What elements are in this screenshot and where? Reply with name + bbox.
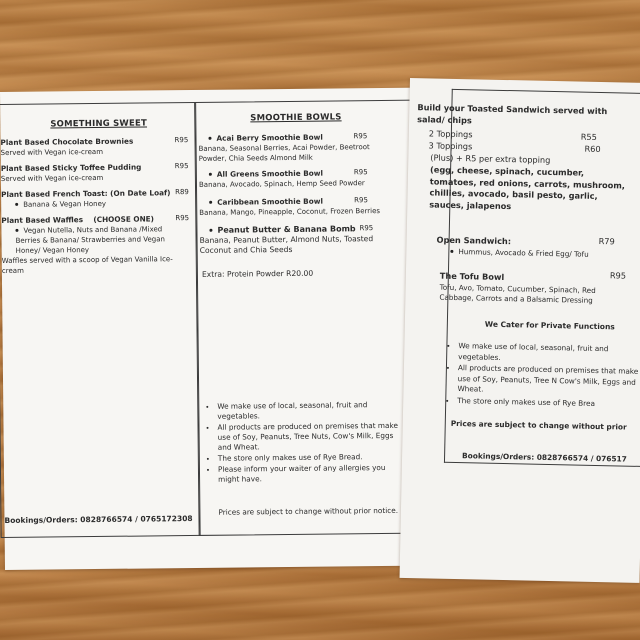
item-name: Plant Based Sticky Toffee Pudding xyxy=(0,162,142,173)
note-item: • Please inform your waiter of any allergies you might have. xyxy=(218,463,404,485)
item-price: R89 xyxy=(175,188,189,197)
topping-list: (egg, cheese, spinach, cucumber, tomatoes, red onions, carrots, mushroom, chillies, avocado, basil pesto, garlic, sauces, jalapenos xyxy=(429,164,626,211)
right-notes xyxy=(443,341,640,411)
bullet-icon xyxy=(209,228,212,231)
item-name: Acai Berry Smoothie Bowl xyxy=(216,132,323,143)
topping-price: R55 xyxy=(580,131,598,142)
item-price: R79 xyxy=(598,235,615,247)
menu-sheet-right xyxy=(400,78,640,583)
protein-extra: Extra: Protein Powder R20.00 xyxy=(201,268,314,279)
item-price: R95 xyxy=(354,196,368,205)
left-contact: Bookings/Orders: 0828766574 / 0765172308 xyxy=(4,514,193,525)
bullet-icon xyxy=(209,173,212,176)
item-price: R95 xyxy=(609,270,627,281)
item-desc: Hummus, Avocado & Fried Egg/ Tofu xyxy=(458,246,589,259)
bullet-icon xyxy=(15,203,18,206)
note-item: • We make use of local, seasonal, fruit and vegetables. xyxy=(217,400,403,422)
bullet-icon xyxy=(208,137,211,140)
item-desc: Tofu, Avo, Tomato, Cucumber, Spinach, Red Cabbage, Carrots and a Balsamic Dressing xyxy=(439,282,596,305)
extra-topping-note: (Plus) + R5 per extra topping xyxy=(430,152,551,165)
wooden-table-bottom xyxy=(0,575,640,640)
right-prices-note: Prices are subject to change without prior xyxy=(450,418,627,432)
item-price: R95 xyxy=(359,224,374,233)
note-item: • All products are produced on premises that make use of Soy, Peanuts, Tree Nuts, Cow's Milk, Eggs and Wheat. xyxy=(217,421,403,453)
left-notes xyxy=(203,400,404,486)
menu-item-peanut-butter xyxy=(199,224,389,256)
smoothie-bowls-title: SMOOTHIE BOWLS xyxy=(250,112,342,124)
item-price: R95 xyxy=(174,162,189,171)
right-contact: Bookings/Orders: 0828766574 / 076517 xyxy=(462,451,627,464)
note-item: • The store only makes use of Rye Brea xyxy=(457,396,640,410)
item-price: R95 xyxy=(353,168,368,177)
item-price: R95 xyxy=(175,214,190,223)
tofu-bowl xyxy=(439,271,630,306)
sandwich-title: Build your Toasted Sandwich served with salad/ chips xyxy=(417,102,608,125)
left-prices-note: Prices are subject to change without prior notice. xyxy=(218,505,399,517)
menu-item-caribbean xyxy=(199,196,389,218)
item-desc: Banana & Vegan Honey xyxy=(23,199,107,209)
item-name: Plant Based Waffles xyxy=(1,215,84,225)
menu-item-all-greens xyxy=(199,168,389,190)
bullet-icon xyxy=(209,201,212,204)
item-desc: Banana, Avocado, Spinach, Hemp Seed Powder xyxy=(198,179,365,189)
menu-item-acai xyxy=(198,132,388,164)
open-sandwich xyxy=(436,235,626,259)
menu-item-toffee-pudding xyxy=(1,162,191,184)
note-item: • All products are produced on premises that make use of Soy, Peanuts, Tree N Cow's Milk, Eggs and Wheat. xyxy=(457,363,640,398)
item-desc: Banana, Mango, Pineapple, Coconut, Frozen Berries xyxy=(199,207,381,217)
item-desc: Served with Vegan ice-cream xyxy=(0,173,104,183)
menu-sheet-left xyxy=(0,88,425,570)
bullet-icon xyxy=(15,229,18,232)
note-item: • The store only makes use of Rye Bread. xyxy=(218,452,404,464)
bullet-icon xyxy=(450,249,453,252)
item-name: Open Sandwich: xyxy=(436,234,512,247)
menu-item-waffles xyxy=(1,214,194,276)
item-price: R95 xyxy=(353,132,368,141)
item-name: Plant Based French Toast: (On Date Loaf) xyxy=(1,188,171,199)
item-desc: Served with Vegan ice-cream xyxy=(0,147,104,157)
item-name: All Greens Smoothie Bowl xyxy=(216,168,324,179)
topping-price: R60 xyxy=(584,143,601,155)
item-choose: (CHOOSE ONE) xyxy=(93,214,155,225)
item-price: R95 xyxy=(174,136,189,145)
menu-item-brownies xyxy=(0,136,190,158)
item-name: Caribbean Smoothie Bowl xyxy=(217,196,324,207)
item-desc: Vegan Nutella, Nuts and Banana /Mixed Berries & Banana/ Strawberries and Vegan Honey/ Vegan Honey xyxy=(15,225,165,255)
topping-label: 3 Toppings xyxy=(428,140,473,152)
item-name: Peanut Butter & Banana Bomb xyxy=(217,224,356,235)
item-extra: Waffles served with a scoop of Vegan Vanilla Ice-cream xyxy=(1,255,173,275)
note-item: • We make use of local, seasonal, fruit and vegetables. xyxy=(458,341,640,366)
menu-item-french-toast xyxy=(1,188,191,210)
topping-label: 2 Toppings xyxy=(428,128,473,140)
item-name: The Tofu Bowl xyxy=(439,270,505,283)
item-name: Plant Based Chocolate Brownies xyxy=(0,136,134,147)
private-functions: We Cater for Private Functions xyxy=(484,319,615,332)
something-sweet-title: SOMETHING SWEET xyxy=(50,118,148,130)
item-desc: Banana, Peanut Butter, Almond Nuts, Toasted Coconut and Chia Seeds xyxy=(199,234,374,255)
item-desc: Banana, Seasonal Berries, Acai Powder, Beetroot Powder, Chia Seeds Almond Milk xyxy=(198,143,370,163)
